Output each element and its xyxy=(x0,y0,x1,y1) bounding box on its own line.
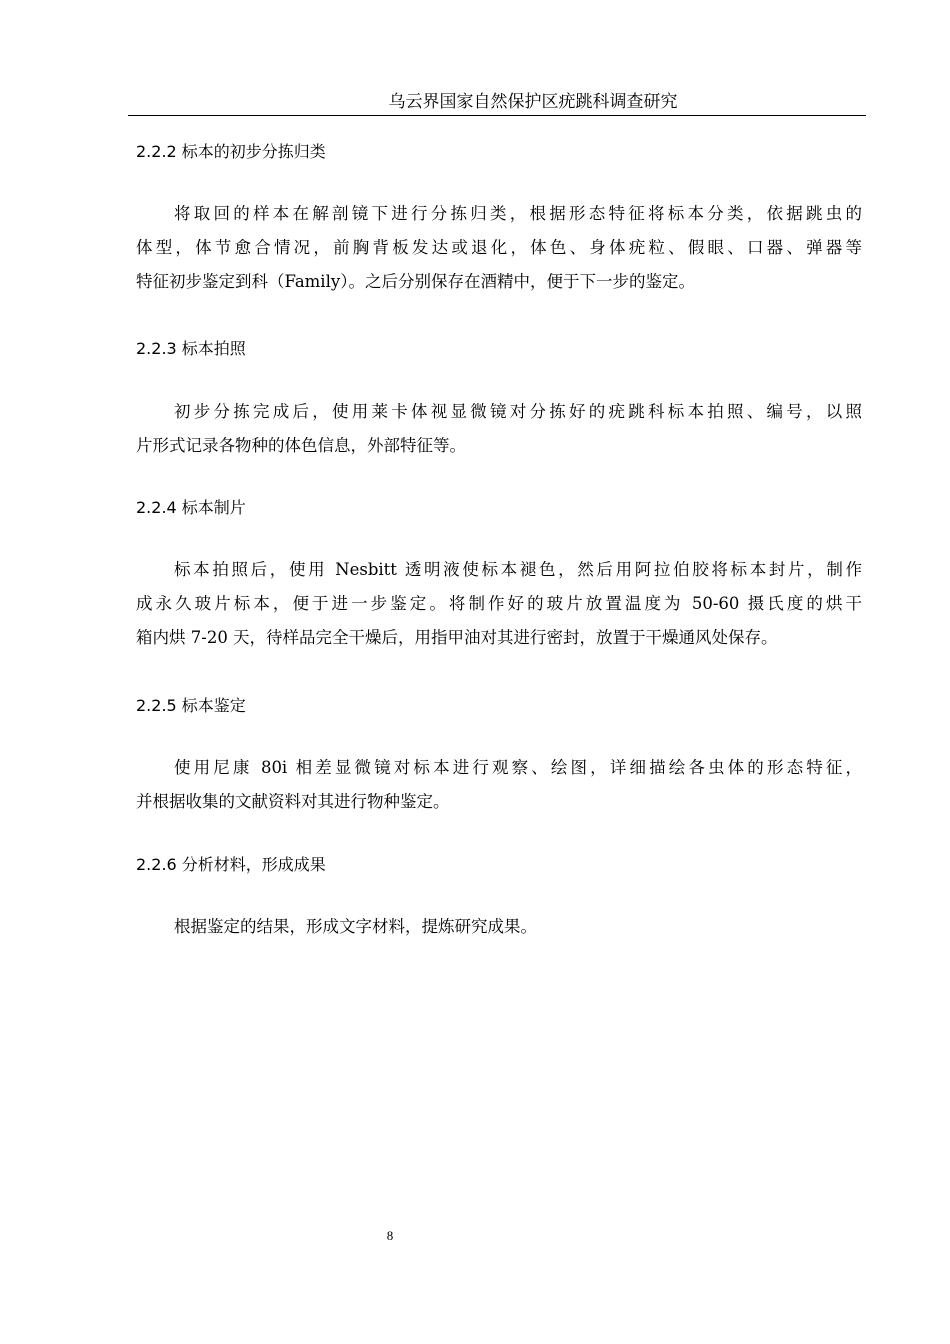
section-heading-2-2-6: 2.2.6 分析材料，形成成果 xyxy=(136,855,326,874)
paragraph-line: 体型，体节愈合情况，前胸背板发达或退化，体色、身体疣粒、假眼、口器、弹器等 xyxy=(136,238,862,257)
running-header-title: 乌云界国家自然保护区疣跳科调查研究 xyxy=(388,92,678,112)
section-heading-2-2-5: 2.2.5 标本鉴定 xyxy=(136,696,246,715)
section-body-2-2-6 xyxy=(136,910,862,944)
paragraph-line: 初步分拣完成后，使用莱卡体视显微镜对分拣好的疣跳科标本拍照、编号，以照 xyxy=(174,402,862,421)
section-heading-2-2-3: 2.2.3 标本拍照 xyxy=(136,339,246,358)
section-heading-2-2-4: 2.2.4 标本制片 xyxy=(136,498,246,517)
section-body-2-2-4 xyxy=(136,553,862,655)
paragraph-line: 使用尼康 80i 相差显微镜对标本进行观察、绘图，详细描绘各虫体的形态特征， xyxy=(174,758,862,777)
paragraph-line: 并根据收集的文献资料对其进行物种鉴定。 xyxy=(136,792,450,811)
paragraph-line: 特征初步鉴定到科（Family）。之后分别保存在酒精中，便于下一步的鉴定。 xyxy=(136,272,695,291)
section-heading-2-2-2: 2.2.2 标本的初步分拣归类 xyxy=(136,142,326,161)
paragraph-line: 片形式记录各物种的体色信息，外部特征等。 xyxy=(136,436,466,455)
paragraph-line: 根据鉴定的结果，形成文字材料，提炼研究成果。 xyxy=(174,917,537,936)
paragraph-line: 将取回的样本在解剖镜下进行分拣归类，根据形态特征将标本分类，依据跳虫的 xyxy=(174,204,862,223)
paragraph-line: 箱内烘 7-20 天，待样品完全干燥后，用指甲油对其进行密封，放置于干燥通风处保存。 xyxy=(136,628,778,647)
section-body-2-2-2 xyxy=(136,197,862,299)
paragraph-line: 标本拍照后，使用 Nesbitt 透明液使标本褪色，然后用阿拉伯胶将标本封片，制作 xyxy=(174,560,862,579)
page-number: 8 xyxy=(386,1228,394,1243)
paragraph-line: 成永久玻片标本，便于进一步鉴定。将制作好的玻片放置温度为 50-60 摄氏度的烘干 xyxy=(136,594,862,613)
running-header xyxy=(128,90,866,116)
section-body-2-2-5 xyxy=(136,751,862,819)
section-body-2-2-3 xyxy=(136,395,862,463)
